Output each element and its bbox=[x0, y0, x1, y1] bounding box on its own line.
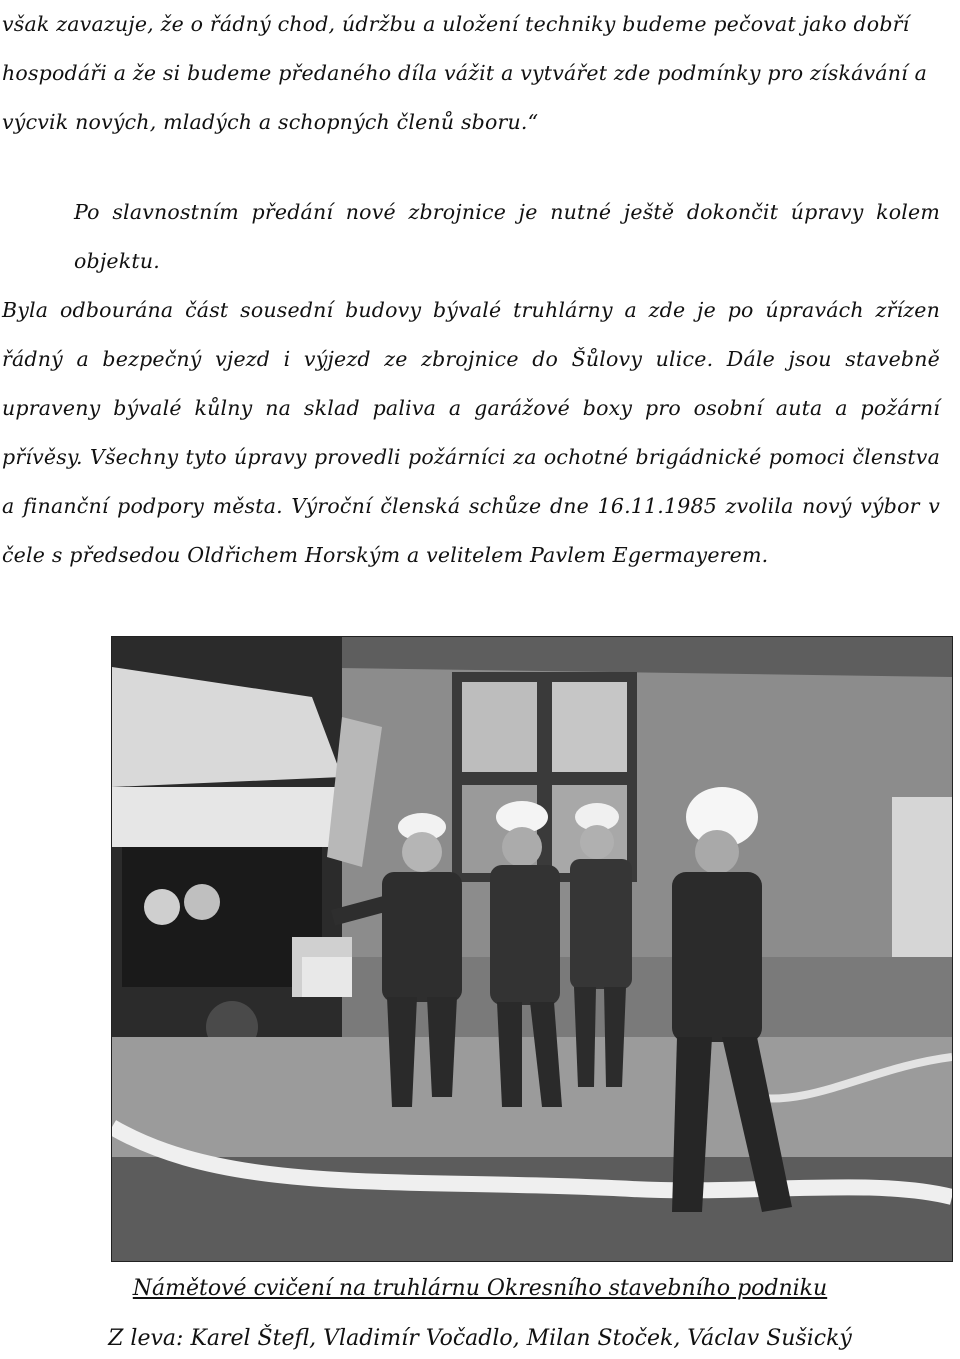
fire-truck-shape bbox=[112, 637, 382, 1107]
firefighters-photo bbox=[111, 636, 953, 1262]
paragraph-renovations-first-line: Po slavnostním předání nové zbrojnice je nutné ještě dokončit úpravy kolem objektu. bbox=[74, 200, 940, 273]
photo-caption-title: Námětové cvičení na truhlárnu Okresního stavebního podniku bbox=[132, 1276, 828, 1301]
paragraph-intro-text: však zavazuje, že o řádný chod, údržbu a uložení techniky budeme pečovat jako dobří hospodáři a že si budeme předaného díla vážit a vytvářet zde podmínky pro získávání a výcvik nových, mladých a schopných členů sboru.“ bbox=[2, 12, 927, 134]
paragraph-intro bbox=[2, 0, 940, 147]
photo-caption-names: Z leva: Karel Štefl, Vladimír Vočadlo, Milan Stoček, Václav Sušický bbox=[108, 1326, 852, 1351]
paragraph-renovations-body: Byla odbourána část sousední budovy bývalé truhlárny a zde je po úpravách zřízen řádný a bezpečný vjezd i výjezd ze zbrojnice do Šůlovy ulice. Dále jsou stavebně upraveny bývalé kůlny na sklad paliva a garážové boxy pro osobní auta a požární přívěsy. Všechny tyto úpravy provedli požárníci za ochotné brigádnické pomoci členstva a finanční podpory města. Výroční členská schůze dne 16.11.1985 zvolila nový výbor v čele s předsedou Oldřichem Horským a velitelem Pavlem Egermayerem. bbox=[2, 298, 940, 567]
paragraph-renovations bbox=[2, 188, 940, 580]
